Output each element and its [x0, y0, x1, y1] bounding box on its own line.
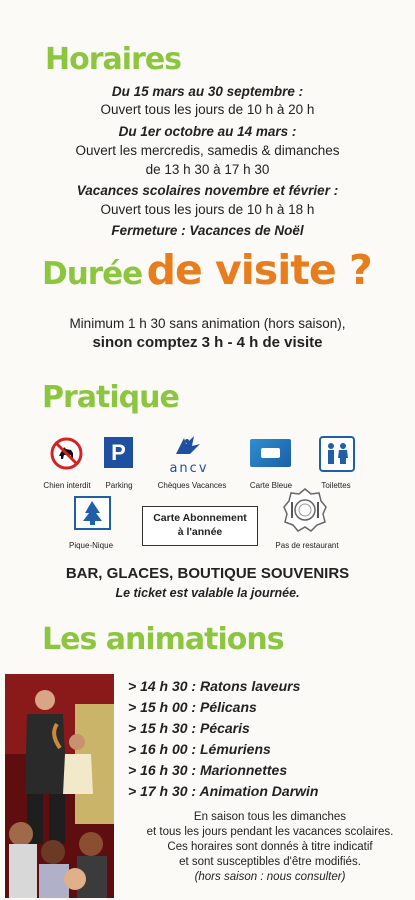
animation-photo — [5, 674, 114, 898]
hours-line: Ouvert tous les jours de 10 h à 18 h — [100, 202, 315, 217]
no-dog-icon — [50, 437, 83, 470]
animations-title: Les animations — [42, 622, 284, 657]
duration-line1: Minimum 1 h 30 sans animation (hors saison), — [69, 316, 346, 331]
icon-label: Pas de restaurant — [275, 541, 339, 550]
note-line: et sont susceptibles d'être modifiés. — [179, 856, 361, 868]
hours-period-2: Du 1er octobre au 14 mars : — [118, 124, 297, 139]
duration-title-b: de visite ? — [146, 246, 372, 294]
parking-icon: P — [104, 437, 133, 468]
subscription-card-line2: à l'année — [177, 526, 223, 538]
credit-card-icon — [250, 439, 291, 467]
bar-line: BAR, GLACES, BOUTIQUE SOUVENIRS — [65, 565, 350, 582]
toilets-icon — [319, 436, 355, 472]
hours-period-3: Vacances scolaires novembre et février : — [76, 183, 339, 198]
icon-label: Parking — [105, 481, 133, 490]
hours-line: Ouvert tous les jours de 10 h à 20 h — [100, 102, 315, 117]
note-line: et tous les jours pendant les vacances scolaires. — [146, 826, 394, 838]
icon-label: Chèques Vacances — [157, 481, 227, 490]
animation-item: > 15 h 30 : Pécaris — [128, 720, 250, 736]
hours-closing: Fermeture : Vacances de Noël — [111, 223, 304, 238]
animation-item: > 14 h 30 : Ratons laveurs — [128, 678, 301, 694]
animation-item: > 15 h 00 : Pélicans — [128, 699, 257, 715]
duration-title-a: Durée — [42, 256, 143, 292]
no-restaurant-icon — [283, 488, 327, 532]
duration-line2: sinon comptez 3 h - 4 h de visite — [92, 334, 323, 351]
icon-label: Carte Bleue — [249, 481, 293, 490]
practical-title: Pratique — [42, 380, 179, 415]
animation-item: > 16 h 00 : Lémuriens — [128, 741, 271, 757]
hours-title: Horaires — [45, 42, 182, 77]
hours-line: Ouvert les mercredis, samedis & dimanches — [75, 143, 340, 158]
animation-item: > 17 h 30 : Animation Darwin — [128, 783, 319, 799]
animation-item: > 16 h 30 : Marionnettes — [128, 762, 288, 778]
hours-line: de 13 h 30 à 17 h 30 — [145, 162, 270, 177]
icon-label: Chien interdit — [43, 481, 91, 490]
animations-note — [130, 810, 410, 885]
subscription-card-box — [142, 506, 258, 546]
picnic-icon — [74, 496, 111, 530]
ancv-logo — [156, 432, 222, 474]
icon-label: Pique-Nique — [68, 541, 114, 550]
duration-title — [42, 246, 372, 294]
note-line: Ces horaires sont donnés à titre indicatif — [167, 841, 373, 853]
note-line: En saison tous les dimanches — [193, 811, 347, 823]
note-line-italic: (hors saison : nous consulter) — [194, 871, 346, 883]
hours-period-1: Du 15 mars au 30 septembre : — [111, 84, 304, 99]
subscription-card-line1: Carte Abonnement — [153, 512, 247, 524]
ancv-logo-text: ancv — [169, 461, 209, 476]
ticket-line: Le ticket est valable la journée. — [115, 586, 300, 600]
icon-label: Toilettes — [321, 481, 351, 490]
